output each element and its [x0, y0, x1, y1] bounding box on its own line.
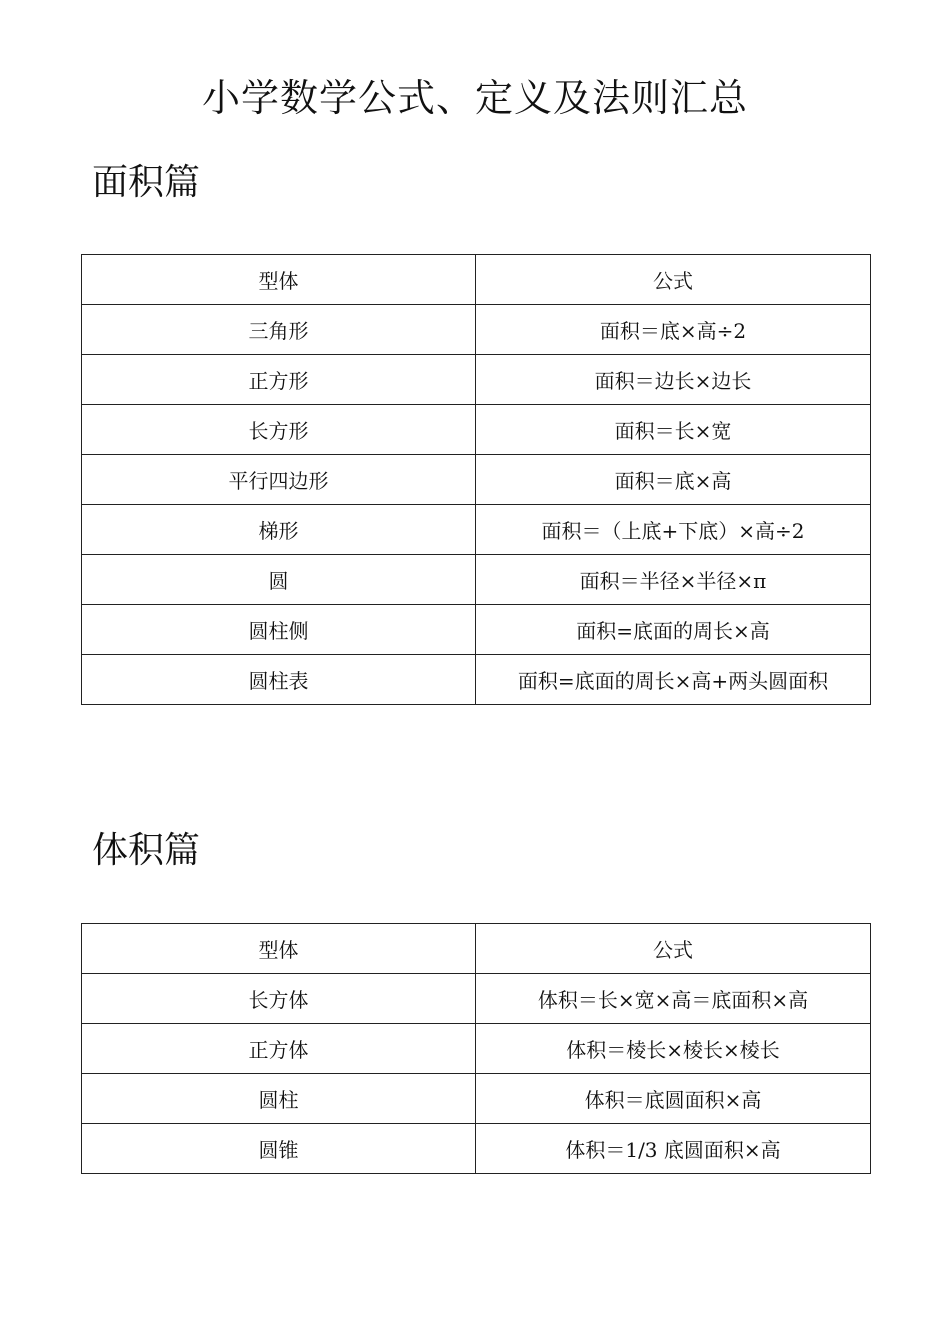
- formula-cell: 面积＝（上底+下底）×高÷2: [476, 505, 871, 555]
- table-row: [82, 305, 871, 355]
- shape-cell: 圆锥: [82, 1124, 476, 1174]
- header-shape: 型体: [82, 255, 476, 305]
- formula-cell: 面积＝底×高: [476, 455, 871, 505]
- table-row: [82, 405, 871, 455]
- shape-cell: 三角形: [82, 305, 476, 355]
- formula-cell: 面积=底面的周长×高+两头圆面积: [476, 655, 871, 705]
- table-row: [82, 605, 871, 655]
- formula-cell: 体积＝长×宽×高＝底面积×高: [476, 974, 871, 1024]
- area-formula-table: [81, 254, 871, 705]
- table-row: [82, 555, 871, 605]
- shape-cell: 正方形: [82, 355, 476, 405]
- table-row: [82, 1124, 871, 1174]
- volume-formula-table: [81, 923, 871, 1174]
- formula-cell: 体积＝棱长×棱长×棱长: [476, 1024, 871, 1074]
- table-row: [82, 1074, 871, 1124]
- shape-cell: 圆柱表: [82, 655, 476, 705]
- formula-cell: 面积=底面的周长×高: [476, 605, 871, 655]
- table-header-row: [82, 924, 871, 974]
- header-shape: 型体: [82, 924, 476, 974]
- section-heading-volume: 体积篇: [92, 830, 201, 871]
- section-heading-area: 面积篇: [92, 162, 201, 203]
- table-row: [82, 655, 871, 705]
- formula-cell: 面积＝半径×半径×π: [476, 555, 871, 605]
- shape-cell: 正方体: [82, 1024, 476, 1074]
- formula-cell: 面积＝长×宽: [476, 405, 871, 455]
- shape-cell: 圆: [82, 555, 476, 605]
- table-row: [82, 1024, 871, 1074]
- shape-cell: 长方体: [82, 974, 476, 1024]
- table-row: [82, 974, 871, 1024]
- table-header-row: [82, 255, 871, 305]
- table-row: [82, 455, 871, 505]
- shape-cell: 圆柱侧: [82, 605, 476, 655]
- table-row: [82, 355, 871, 405]
- shape-cell: 平行四边形: [82, 455, 476, 505]
- formula-cell: 面积＝边长×边长: [476, 355, 871, 405]
- shape-cell: 圆柱: [82, 1074, 476, 1124]
- formula-cell: 体积＝1/3 底圆面积×高: [476, 1124, 871, 1174]
- formula-cell: 面积＝底×高÷2: [476, 305, 871, 355]
- table-row: [82, 505, 871, 555]
- document-title: 小学数学公式、定义及法则汇总: [201, 76, 748, 120]
- header-formula: 公式: [476, 255, 871, 305]
- formula-cell: 体积＝底圆面积×高: [476, 1074, 871, 1124]
- shape-cell: 长方形: [82, 405, 476, 455]
- shape-cell: 梯形: [82, 505, 476, 555]
- header-formula: 公式: [476, 924, 871, 974]
